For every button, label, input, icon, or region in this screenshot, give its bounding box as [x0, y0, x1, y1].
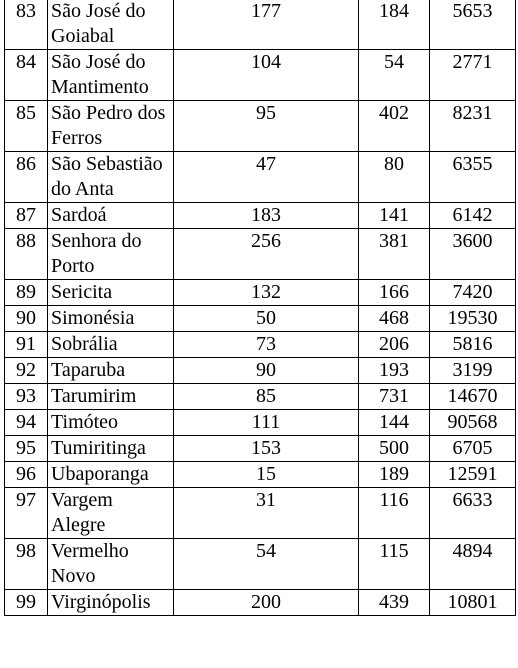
- value-col-c: 14670: [430, 384, 516, 410]
- table-row: [5, 152, 516, 203]
- value-col-b: 144: [359, 410, 430, 436]
- value-col-a: 177: [174, 0, 359, 50]
- table-row: [5, 384, 516, 410]
- table-row: [5, 203, 516, 229]
- table-row: [5, 280, 516, 306]
- table-row: [5, 436, 516, 462]
- table-row: [5, 306, 516, 332]
- municipality-name: Sericita: [48, 280, 174, 306]
- municipality-name: Taparuba: [48, 358, 174, 384]
- row-number: 87: [5, 203, 48, 229]
- municipality-name: São Pedro dos Ferros: [48, 101, 174, 152]
- value-col-c: 90568: [430, 410, 516, 436]
- value-col-b: 80: [359, 152, 430, 203]
- municipality-name: Virginópolis: [48, 590, 174, 616]
- table-row: [5, 488, 516, 539]
- municipality-name: Vargem Alegre: [48, 488, 174, 539]
- municipality-name: São José do Goiabal: [48, 0, 174, 50]
- table-row: [5, 358, 516, 384]
- value-col-c: 4894: [430, 539, 516, 590]
- row-number: 85: [5, 101, 48, 152]
- municipality-name: Ubaporanga: [48, 462, 174, 488]
- value-col-c: 5816: [430, 332, 516, 358]
- value-col-a: 50: [174, 306, 359, 332]
- value-col-b: 115: [359, 539, 430, 590]
- value-col-a: 153: [174, 436, 359, 462]
- value-col-b: 116: [359, 488, 430, 539]
- municipality-name: Vermelho Novo: [48, 539, 174, 590]
- table-row: [5, 0, 516, 50]
- row-number: 92: [5, 358, 48, 384]
- value-col-b: 184: [359, 0, 430, 50]
- table-row: [5, 539, 516, 590]
- row-number: 96: [5, 462, 48, 488]
- value-col-b: 402: [359, 101, 430, 152]
- row-number: 95: [5, 436, 48, 462]
- value-col-c: 19530: [430, 306, 516, 332]
- value-col-c: 6355: [430, 152, 516, 203]
- value-col-c: 6142: [430, 203, 516, 229]
- municipality-name: Simonésia: [48, 306, 174, 332]
- row-number: 91: [5, 332, 48, 358]
- value-col-b: 189: [359, 462, 430, 488]
- value-col-b: 381: [359, 229, 430, 280]
- value-col-c: 3199: [430, 358, 516, 384]
- row-number: 98: [5, 539, 48, 590]
- municipality-name: Tarumirim: [48, 384, 174, 410]
- municipality-name: Timóteo: [48, 410, 174, 436]
- value-col-a: 132: [174, 280, 359, 306]
- value-col-a: 111: [174, 410, 359, 436]
- value-col-c: 6633: [430, 488, 516, 539]
- table-row: [5, 462, 516, 488]
- value-col-b: 731: [359, 384, 430, 410]
- value-col-a: 104: [174, 50, 359, 101]
- row-number: 99: [5, 590, 48, 616]
- value-col-a: 15: [174, 462, 359, 488]
- value-col-a: 54: [174, 539, 359, 590]
- row-number: 90: [5, 306, 48, 332]
- value-col-c: 5653: [430, 0, 516, 50]
- value-col-b: 500: [359, 436, 430, 462]
- row-number: 84: [5, 50, 48, 101]
- table-row: [5, 50, 516, 101]
- municipality-name: Sardoá: [48, 203, 174, 229]
- value-col-a: 85: [174, 384, 359, 410]
- value-col-c: 3600: [430, 229, 516, 280]
- municipality-name: Senhora do Porto: [48, 229, 174, 280]
- value-col-b: 439: [359, 590, 430, 616]
- municipality-name: São José do Mantimento: [48, 50, 174, 101]
- value-col-b: 468: [359, 306, 430, 332]
- value-col-a: 200: [174, 590, 359, 616]
- value-col-b: 206: [359, 332, 430, 358]
- table-row: [5, 332, 516, 358]
- table-body: [5, 0, 516, 616]
- municipality-name: Sobrália: [48, 332, 174, 358]
- value-col-a: 95: [174, 101, 359, 152]
- table-row: [5, 590, 516, 616]
- row-number: 94: [5, 410, 48, 436]
- value-col-a: 256: [174, 229, 359, 280]
- municipality-name: São Sebastião do Anta: [48, 152, 174, 203]
- value-col-a: 47: [174, 152, 359, 203]
- value-col-b: 54: [359, 50, 430, 101]
- row-number: 83: [5, 0, 48, 50]
- table-row: [5, 101, 516, 152]
- value-col-a: 90: [174, 358, 359, 384]
- row-number: 88: [5, 229, 48, 280]
- municipality-name: Tumiritinga: [48, 436, 174, 462]
- row-number: 86: [5, 152, 48, 203]
- municipality-table: [4, 0, 516, 616]
- table-row: [5, 229, 516, 280]
- value-col-c: 7420: [430, 280, 516, 306]
- value-col-c: 10801: [430, 590, 516, 616]
- row-number: 89: [5, 280, 48, 306]
- row-number: 97: [5, 488, 48, 539]
- value-col-a: 183: [174, 203, 359, 229]
- value-col-c: 8231: [430, 101, 516, 152]
- value-col-b: 166: [359, 280, 430, 306]
- value-col-c: 6705: [430, 436, 516, 462]
- value-col-a: 73: [174, 332, 359, 358]
- value-col-a: 31: [174, 488, 359, 539]
- table-row: [5, 410, 516, 436]
- row-number: 93: [5, 384, 48, 410]
- value-col-c: 12591: [430, 462, 516, 488]
- value-col-c: 2771: [430, 50, 516, 101]
- value-col-b: 141: [359, 203, 430, 229]
- value-col-b: 193: [359, 358, 430, 384]
